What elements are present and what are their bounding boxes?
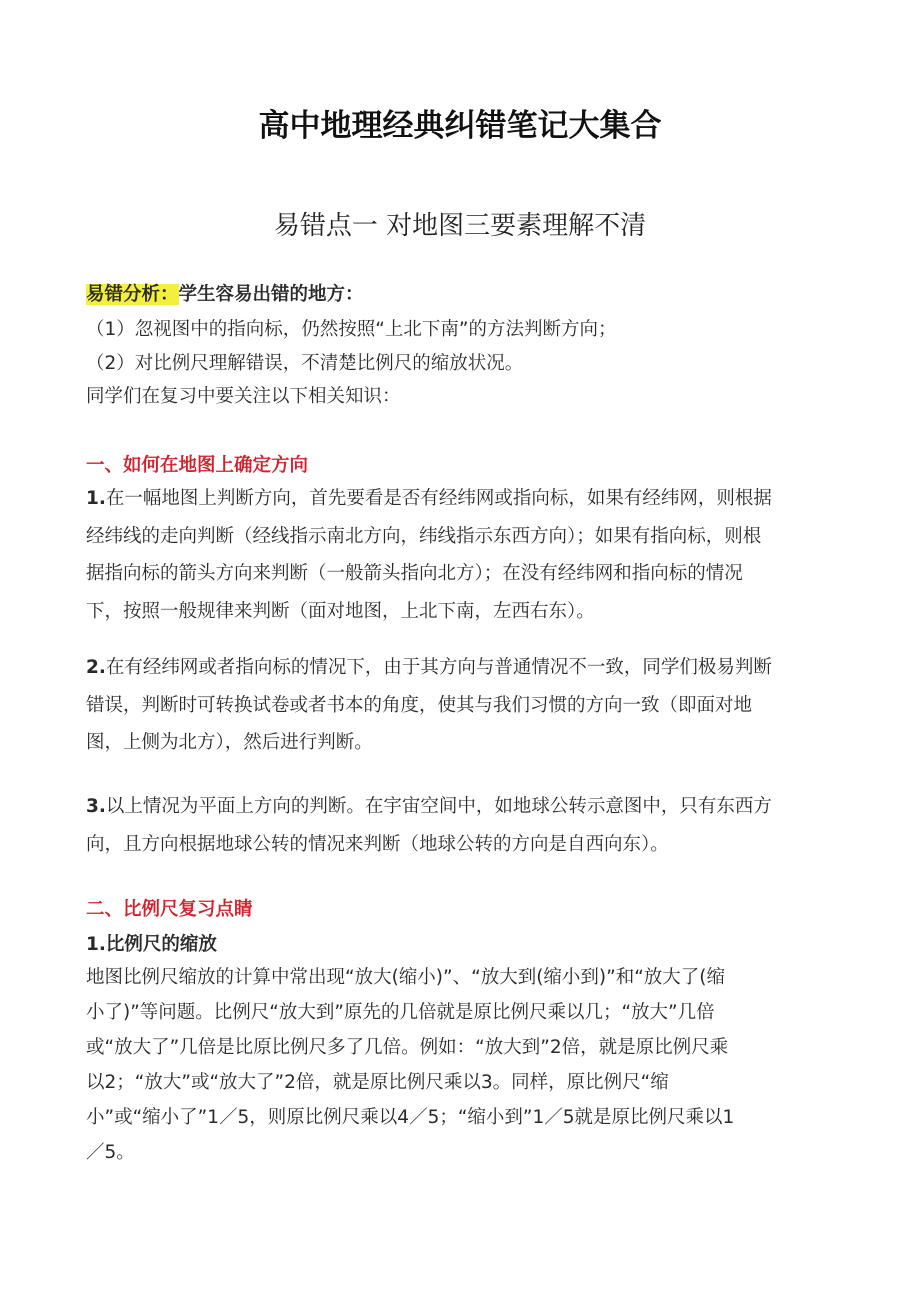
paragraph-line (86, 480, 834, 518)
section1-paragraph-3 (86, 788, 834, 863)
paragraph-line: 向，且方向根据地球公转的情况来判断（地球公转的方向是自西向东）。 (86, 833, 669, 855)
page-title: 高中地理经典纠错笔记大集合 (258, 108, 662, 144)
section2-subheading: 1.比例尺的缩放 (86, 934, 217, 955)
paragraph-line: 经纬线的走向判断（经线指示南北方向，纬线指示东西方向）；如果有指向标，则根 (86, 525, 762, 547)
analysis-note: 同学们在复习中要关注以下相关知识： (86, 386, 401, 407)
analysis-heading-text: 学生容易出错的地方： (178, 284, 364, 305)
paragraph-number: 1. (86, 488, 106, 509)
paragraph-line: 据指向标的箭头方向来判断（一般箭头指向北方）；在没有经纬网和指向标的情况 (86, 563, 743, 584)
section2-heading: 二、比例尺复习点睛 (86, 899, 253, 920)
paragraph-line: 以2；“放大”或“放大了”2倍，就是原比例尺乘以3。同样，原比例尺“缩 (86, 1072, 669, 1093)
paragraph-line: ／5。 (86, 1142, 135, 1163)
analysis-heading (86, 282, 364, 308)
paragraph-line: 错误，判断时可转换试卷或者书本的角度，使其与我们习惯的方向一致（即面对地 (86, 694, 753, 716)
paragraph-line: 或“放大了”几倍是比原比例尺多了几倍。例如：“放大到”2倍，就是原比例尺乘 (86, 1037, 729, 1058)
paragraph-line: 下，按照一般规律来判断（面对地图，上北下南，左西右东）。 (86, 600, 595, 622)
section1-paragraph-1 (86, 480, 834, 630)
analysis-item-1: （1）忽视图中的指向标，仍然按照“上北下南”的方法判断方向； (86, 319, 617, 340)
section1-heading: 一、如何在地图上确定方向 (86, 455, 309, 476)
paragraph-line: 小”或“缩小了”1／5，则原比例尺乘以4／5；“缩小到”1／5就是原比例尺乘以1 (86, 1107, 735, 1128)
analysis-item-2: （2）对比例尺理解错误，不清楚比例尺的缩放状况。 (86, 353, 524, 374)
paragraph-line: 地图比例尺缩放的计算中常出现“放大(缩小)”、“放大到(缩小到)”和“放大了(缩 (86, 967, 726, 988)
section1-paragraph-2 (86, 649, 834, 762)
paragraph-line (86, 649, 834, 687)
section-subtitle: 易错点一 对地图三要素理解不清 (273, 211, 647, 241)
analysis-label-highlight: 易错分析： (86, 284, 179, 305)
paragraph-text: 在有经纬网或者指向标的情况下，由于其方向与普通情况不一致，同学们极易判断 (105, 657, 772, 678)
paragraph-text: 以上情况为平面上方向的判断。在宇宙空间中，如地球公转示意图中，只有东西方 (105, 796, 772, 817)
paragraph-line: 小了)”等问题。比例尺“放大到”原先的几倍就是原比例尺乘以几；“放大”几倍 (86, 1002, 715, 1023)
paragraph-number: 3. (86, 796, 106, 817)
paragraph-line (86, 788, 834, 826)
section2-paragraph (86, 960, 834, 1170)
paragraph-text: 在一幅地图上判断方向，首先要看是否有经纬网或指向标，如果有经纬网，则根据 (105, 488, 772, 509)
paragraph-line: 图，上侧为北方），然后进行判断。 (86, 732, 373, 753)
paragraph-number: 2. (86, 657, 106, 678)
